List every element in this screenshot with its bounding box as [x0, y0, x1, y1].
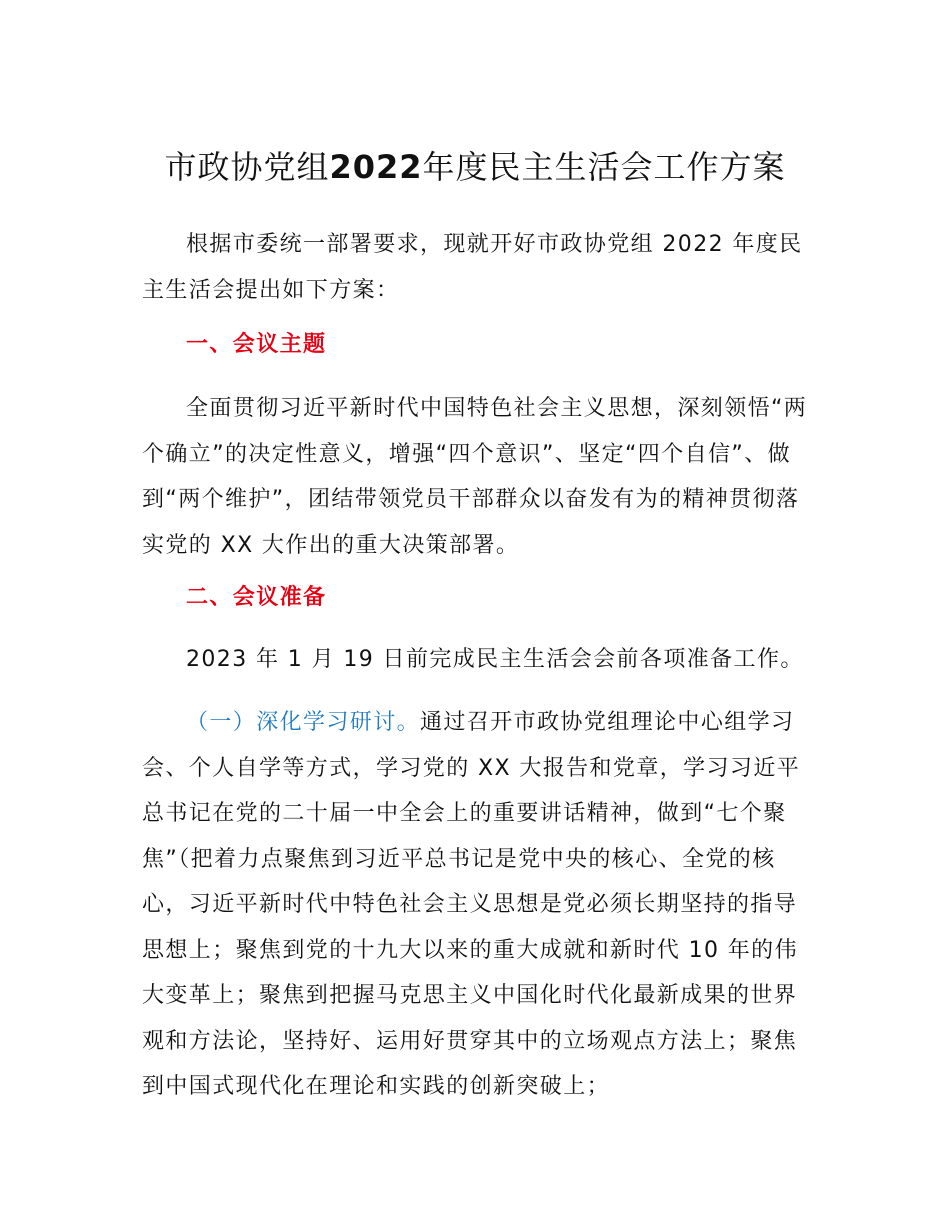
intro-paragraph: 根据市委统一部署要求，现就开好市政协党组 2022 年度民主生活会提出如下方案：	[142, 232, 803, 303]
section-1-body	[142, 386, 817, 568]
section-1-paragraph: 全面贯彻习近平新时代中国特色社会主义思想，深刻领悟“两个确立”的决定性意义，增强“四个意识”、坚定“四个自信”、做到“两个维护”，团结带领党员干部群众以奋发有为的精神贯彻落实党的 XX 大作出的重大决策部署。	[142, 396, 808, 558]
subsection-1-label: （一）深化学习研讨。	[186, 710, 421, 735]
section-1-heading-block	[142, 322, 817, 367]
intro-block	[142, 222, 817, 313]
subsection-1-body	[142, 700, 817, 1110]
subsection-1-text: 通过召开市政协党组理论中心组学习会、个人自学等方式，学习党的 XX 大报告和党章，学习习近平总书记在党的二十届一中全会上的重要讲话精神，做到“七个聚焦”（把着力点聚焦到习近平总书记是党中央的核心、全党的核心，习近平新时代中特色社会主义思想是党必须长期坚持的指导思想上；聚焦到党的十九大以来的重大成就和新时代 10 年的伟大变革上；聚焦到把握马克思主义中国化时代化最新成果的世界观和方法论，坚持好、运用好贯穿其中的立场观点方法上；聚焦到中国式现代化在理论和实践的创新突破上；	[142, 710, 801, 1099]
section-2-heading-block	[142, 575, 817, 620]
title-prefix: 市政协党组	[164, 148, 330, 186]
subsection-1-paragraph	[142, 700, 817, 1110]
section-2-paragraph: 2023 年 1 月 19 日前完成民主生活会会前各项准备工作。	[186, 647, 804, 672]
title-suffix: 年度民主生活会工作方案	[422, 148, 786, 186]
document-title	[0, 143, 950, 191]
section-2-heading: 二、会议准备	[186, 585, 327, 610]
section-2-body	[142, 637, 817, 683]
section-1-heading: 一、会议主题	[186, 332, 327, 357]
title-year: 2022	[329, 148, 423, 186]
